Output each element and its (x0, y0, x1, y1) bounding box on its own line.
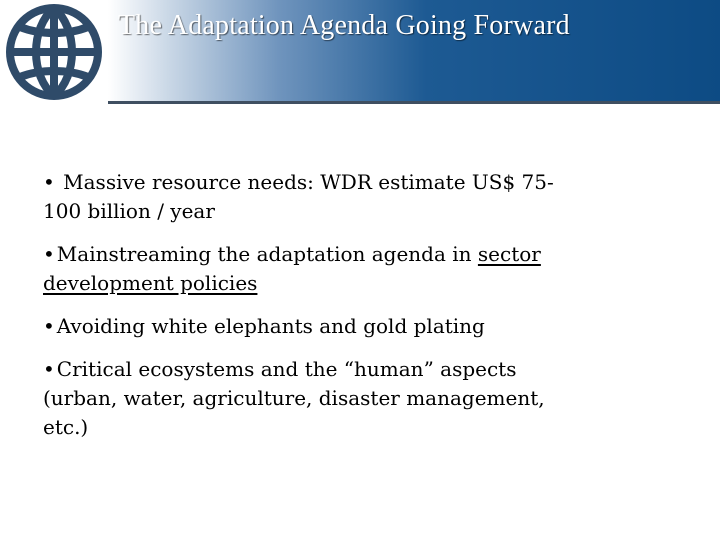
globe-icon (0, 0, 108, 104)
bullet-item (43, 355, 583, 442)
bullet-marker: • (43, 314, 55, 338)
slide-title: The Adaptation Agenda Going Forward (118, 10, 570, 41)
bullet-item (43, 312, 583, 341)
bullet-marker: • (43, 357, 55, 381)
bullet-underlined-text: sector development policies (43, 242, 541, 295)
bullet-marker: • (43, 170, 55, 194)
bullet-text: Massive resource needs: WDR estimate US$ 75-100 billion / year (43, 170, 554, 223)
bullet-item (43, 240, 583, 298)
bullet-marker: • (43, 242, 55, 266)
bullet-text: Avoiding white elephants and gold plating (56, 314, 485, 338)
bullet-text: Critical ecosystems and the “human” aspects (urban, water, agriculture, disaster management, etc.) (43, 357, 545, 439)
bullet-item (43, 168, 583, 226)
bullet-list (43, 168, 583, 456)
bullet-text: Mainstreaming the adaptation agenda in (56, 242, 478, 266)
